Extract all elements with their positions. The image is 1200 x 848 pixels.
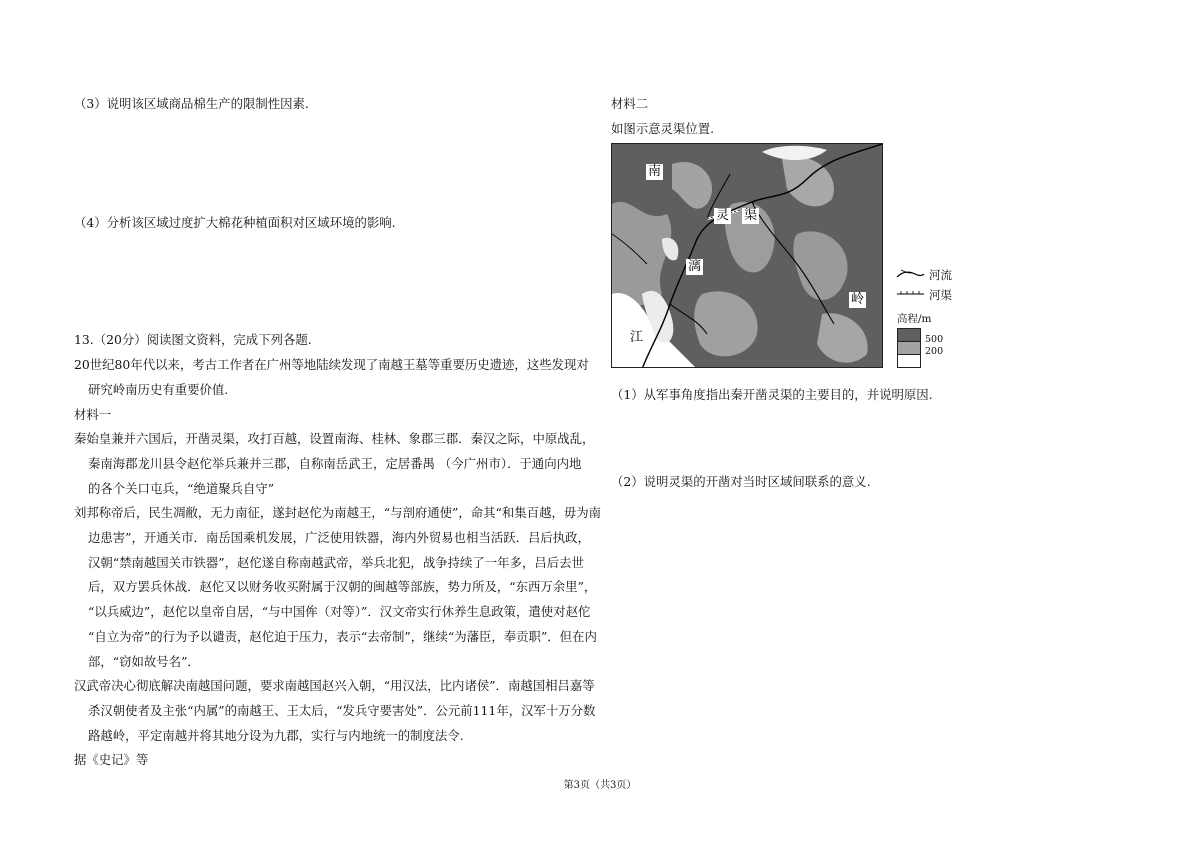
map-label-jiang: 江 <box>630 330 644 346</box>
paragraph-2-line: 刘邦称帝后，民生凋敝，无力南征，遂封赵佗为南越王，“与剖府通使”，命其“和集百越，毋为南 <box>74 505 602 521</box>
elevation-value-500: 500 <box>925 334 944 346</box>
elevation-swatch-high <box>897 328 921 342</box>
paragraph-2-line: 汉朝“禁南越国关市铁器”，赵佗遂自称南越武帝，举兵北犯，战争持续了一年多，吕后去世 <box>88 554 584 570</box>
paragraph-1-line: 的各个关口屯兵，“绝道聚兵自守” <box>88 480 275 496</box>
map-label-li: 漓 <box>688 259 702 275</box>
terrain-map <box>611 143 883 368</box>
elevation-legend <box>897 311 944 368</box>
question-13-header: 13.（20分）阅读图文资料，完成下列各题. <box>74 332 312 348</box>
paragraph-1-line: 秦南海郡龙川县令赵佗举兵兼并三郡，自称南岳武王，定居番禺 （今广州市）．于通向内地 <box>88 455 582 471</box>
paragraph-3-line: 汉武帝决心彻底解决南越国问题，要求南越国赵兴入朝，“用汉法，比内诸侯”．南越国相吕嘉等 <box>74 678 595 694</box>
source-note: 据《史记》等 <box>74 752 149 768</box>
paragraph-2-line: “自立为帝”的行为予以谴责，赵佗迫于压力，表示“去帝制”，继续“为藩臣，奉贡职”．但在内 <box>88 628 597 644</box>
question-3: （3）说明该区域商品棉生产的限制性因素. <box>74 96 309 111</box>
map-label-qu: 渠 <box>744 208 758 224</box>
legend-river-label: 河流 <box>929 268 952 283</box>
right-column <box>611 92 1131 495</box>
elevation-swatches <box>897 328 944 368</box>
paragraph-2-line: “以兵威边”，赵佗以皇帝自居，“与中国侔（对等）”．汉文帝实行休养生息政策，遣使对赵佗 <box>88 604 591 620</box>
page-footer: 第3页（共3页） <box>563 780 637 791</box>
material-1-title: 材料一 <box>74 406 112 422</box>
elevation-swatch-low <box>897 355 921 368</box>
paragraph-2-line: 边患害”，开通关市．南岳国乘机发展，广泛使用铁器，海内外贸易也相当活跃．吕后执政， <box>88 530 590 546</box>
intro-line: 研究岭南历史有重要价值. <box>88 381 229 397</box>
question-4: （4）分析该区域过度扩大棉花种植面积对区域环境的影响. <box>74 214 396 230</box>
intro-line: 20世纪80年代以来，考古工作者在广州等地陆续发现了南越王墓等重要历史遗迹，这些发现对 <box>74 357 589 373</box>
material-2-title: 材料二 <box>611 96 649 111</box>
question-2: （2）说明灵渠的开凿对当时区域间联系的意义. <box>611 474 871 490</box>
paragraph-3-line: 路越岭，平定南越并将其地分设为九郡，实行与内地统一的制度法令. <box>88 727 464 743</box>
river-symbol-icon <box>895 267 925 281</box>
paragraph-2-line: 后，双方罢兵休战．赵佗又以财务收买附属于汉朝的闽越等部族，势力所及，“东西万余里”， <box>88 579 597 595</box>
paragraph-2-line: 部，“窃如故号名”． <box>88 653 200 669</box>
map-label-nan: 南 <box>648 164 662 180</box>
map-caption: 如图示意灵渠位置. <box>611 120 715 136</box>
elevation-swatch-mid <box>897 342 921 355</box>
map-label-ling-canal: 灵 <box>716 208 730 224</box>
lingqu-map-figure <box>611 143 951 373</box>
paragraph-3-line: 杀汉朝使者及主张“内属”的南越王、王太后，“发兵守要害处”．公元前111年，汉军十万分数 <box>88 702 596 718</box>
question-1: （1）从军事角度指出秦开凿灵渠的主要目的，并说明原因. <box>611 387 933 403</box>
canal-symbol-icon <box>895 287 925 301</box>
elevation-legend-title: 高程/m <box>897 313 932 326</box>
paragraph-1-line: 秦始皇兼并六国后，开凿灵渠，攻打百越，设置南海、桂林、象郡三郡．秦汉之际，中原战乱， <box>74 431 595 447</box>
legend-canal-label: 河渠 <box>929 288 952 303</box>
left-column <box>74 92 602 773</box>
elevation-value-200: 200 <box>925 346 944 358</box>
map-label-ling-ridge: 岭 <box>851 292 865 308</box>
